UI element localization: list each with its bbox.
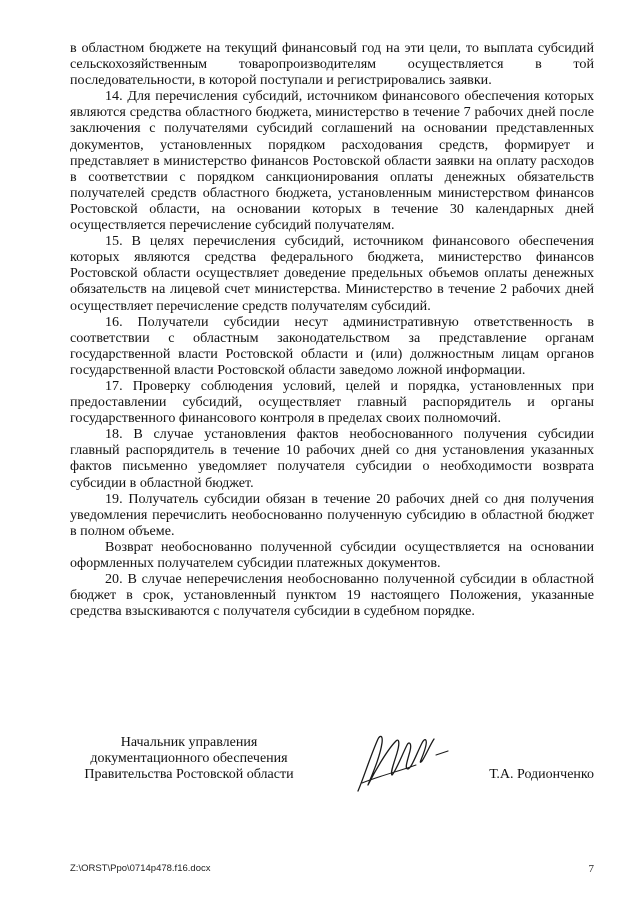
paragraph-20: 20. В случае неперечисления необоснованно полученной субсидии в областной бюджет в срок, установленный пунктом 19 настоящего Положения, указанные средства взыскиваются с получателя субсидии в судебном порядке. bbox=[70, 571, 594, 620]
paragraph-15: 15. В целях перечисления субсидий, источником финансового обеспечения которых являются средства федерального бюджета, министерство финансов Ростовской области осуществляет доведение предельных объемов оплаты денежных обязательств на лицевой счет министерства. Министерство в течение 2 рабочих дней осуществляет перечисление средств получателям субсидий. bbox=[70, 233, 594, 314]
paragraph-18: 18. В случае установления фактов необоснованного получения субсидии главный распорядитель в течение 10 рабочих дней со дня установления указанных фактов письменно уведомляет получателя субсидии о необходимости возврата субсидии в областной бюджет. bbox=[70, 426, 594, 491]
document-body bbox=[70, 40, 594, 619]
signatory-title-line: Начальник управления bbox=[120, 735, 258, 750]
signature-block bbox=[70, 735, 594, 795]
page-number: 7 bbox=[588, 863, 594, 875]
paragraph-continuation: в областном бюджете на текущий финансовый год на эти цели, то выплата субсидий сельскохозяйственным товаропроизводителям осуществляется в той последовательности, в которой поступали и регистрировались заявки. bbox=[70, 40, 594, 89]
paragraph-17: 17. Проверку соблюдения условий, целей и порядка, установленных при предоставлении субсидий, осуществляет главный распорядитель и органы государственного финансового контроля в пределах своих полномочий. bbox=[70, 377, 594, 427]
signatory-title-line: Правительства Ростовской области bbox=[84, 767, 294, 782]
signatory-name: Т.А. Родионченко bbox=[489, 767, 594, 782]
handwritten-signature bbox=[352, 725, 452, 799]
paragraph-16: 16. Получатели субсидии несут административную ответственность в соответствии с областным законодательством за представление органам государственной власти Ростовской области и (или) должностным лицам органов государственной власти Ростовской области заведомо ложной информации. bbox=[70, 313, 594, 378]
paragraph-19: 19. Получатель субсидии обязан в течение 20 рабочих дней со дня получения уведомления перечислить необоснованно полученную субсидию в областной бюджет в полном объеме. bbox=[70, 490, 594, 539]
paragraph-refund: Возврат необоснованно полученной субсидии осуществляется на основании оформленных получателем субсидии платежных документов. bbox=[70, 538, 594, 571]
signatory-title-line: документационного обеспечения bbox=[90, 751, 288, 766]
signatory-title bbox=[70, 735, 308, 783]
file-path: Z:\ORST\Ppo\0714p478.f16.docx bbox=[70, 863, 211, 874]
paragraph-14: 14. Для перечисления субсидий, источником финансового обеспечения которых являются средства областного бюджета, министерство в течение 7 рабочих дней после заключения с получателями субсидий соглашений на основании представленных документов, установленных порядком расходования средств, формирует и представляет в министерство финансов Ростовской области заявки на оплату расходов в соответствии с порядком санкционирования оплаты денежных обязательств получателей средств областного бюджета, установленным министерством финансов Ростовской области, на основании которых в течение 30 календарных дней осуществляется перечисление субсидий получателям. bbox=[70, 88, 594, 234]
